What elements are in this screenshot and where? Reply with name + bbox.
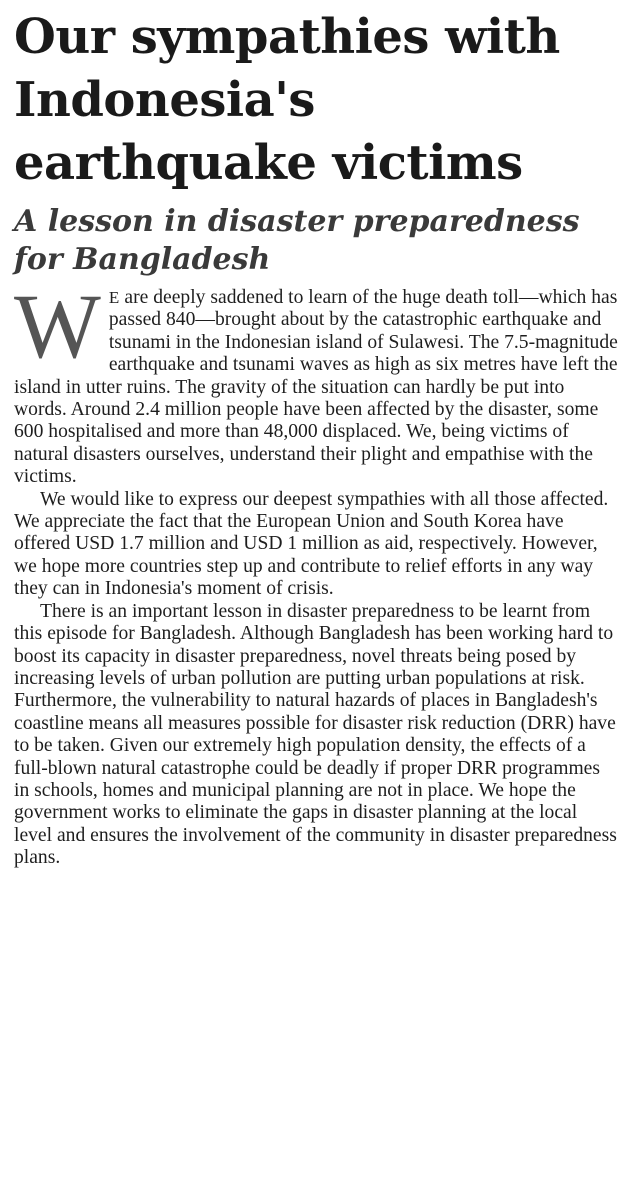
article-body (14, 275, 619, 870)
lead-in-caps: E (108, 288, 120, 307)
paragraph-1-text: are deeply saddened to learn of the huge death toll—which has passed 840—brought about by the catastrophic earthquake and tsunami in the Indonesian island of Sulawesi. The 7.5-magnitude earthquake and tsunami waves as high as six metres have left the island in utter ruins. The gravity of the situation can hardly be put into words. Around 2.4 million people have been affected by the disaster, some 600 hospitalised and more than 48,000 displaced. We, being victims of natural disasters ourselves, understand their plight and empathise with the victims. (14, 287, 618, 488)
headline: Our sympathies with Indonesia's earthquake victims (14, 9, 560, 191)
paragraph-1 (14, 275, 619, 489)
drop-cap: W (14, 275, 101, 377)
paragraph-2: We would like to express our deepest sympathies with all those affected. We appreciate the fact that the European Union and South Korea have offered USD 1.7 million and USD 1 million as aid, respectively. However, we hope more countries step up and contribute to relief efforts in any way they can in Indonesia's moment of crisis. (14, 488, 609, 600)
paragraph-3: There is an important lesson in disaster preparedness to be learnt from this episode for Bangladesh. Although Bangladesh has been working hard to boost its capacity in disaster preparedness, novel threats being posed by increasing levels of urban pollution are putting urban populations at risk. Furthermore, the vulnerability to natural hazards of places in Bangladesh's coastline means all measures possible for disaster risk reduction (DRR) have to be taken. Given our extremely high population density, the effects of a full-blown natural catastrophe could be deadly if proper DRR programmes in schools, homes and municipal planning are not in place. We hope the government works to eliminate the gaps in disaster planning at the local level and ensures the involvement of the community in disaster preparedness plans. (14, 600, 617, 869)
subheadline: A lesson in disaster preparedness for Bangladesh (14, 204, 580, 277)
